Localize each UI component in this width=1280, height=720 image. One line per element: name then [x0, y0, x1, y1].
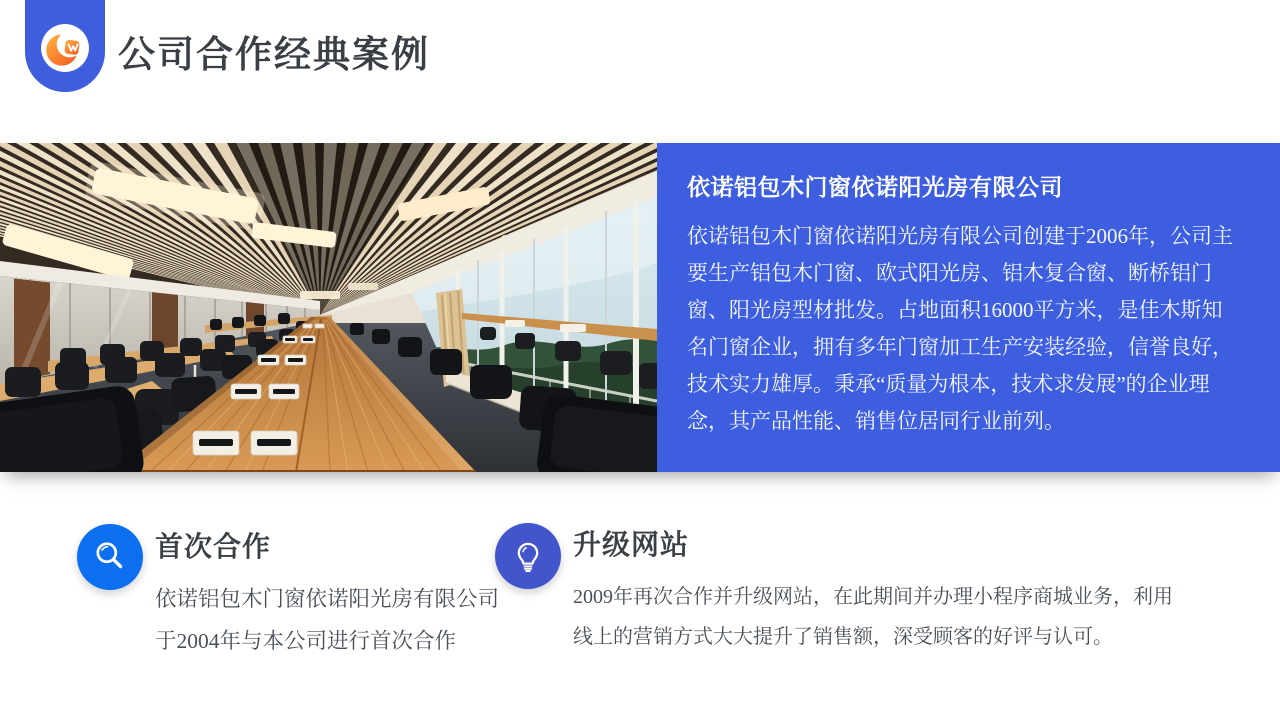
case-panel [657, 143, 1280, 472]
feature-first-cooperation [155, 531, 500, 662]
company-logo-icon [40, 23, 90, 73]
feature-description: 2009年再次合作并升级网站，在此期间并办理小程序商城业务，利用线上的营销方式大大提升了销售额，深受顾客的好评与认可。 [573, 586, 1173, 648]
header-logo-badge [25, 0, 105, 92]
lightbulb-icon [509, 537, 547, 575]
office-photo [0, 143, 657, 472]
feature-title: 升级网站 [573, 530, 690, 561]
feature-upgrade-website-badge [495, 523, 561, 589]
case-panel-title: 依诺铝包木门窗依诺阳光房有限公司 [687, 175, 1063, 200]
feature-upgrade-website [573, 529, 1179, 657]
feature-description: 依诺铝包木门窗依诺阳光房有限公司于2004年与本公司进行首次合作 [155, 587, 500, 653]
magnifier-icon [91, 538, 129, 576]
case-section [0, 143, 1280, 472]
page-title: 公司合作经典案例 [118, 35, 430, 76]
office-photo-art [0, 143, 657, 472]
feature-first-cooperation-badge [77, 524, 143, 590]
feature-title: 首次合作 [155, 532, 272, 563]
case-panel-description: 依诺铝包木门窗依诺阳光房有限公司创建于2006年，公司主要生产铝包木门窗、欧式阳光房、铝木复合窗、断桥铝门窗、阳光房型材批发。占地面积16000平方米，是佳木斯知名门窗企业，拥有多年门窗加工生产安装经验，信誉良好，技术实力雄厚。秉承“质量为根本，技术求发展”的企业理念，其产品性能、销售位居同行业前列。 [687, 224, 1233, 433]
